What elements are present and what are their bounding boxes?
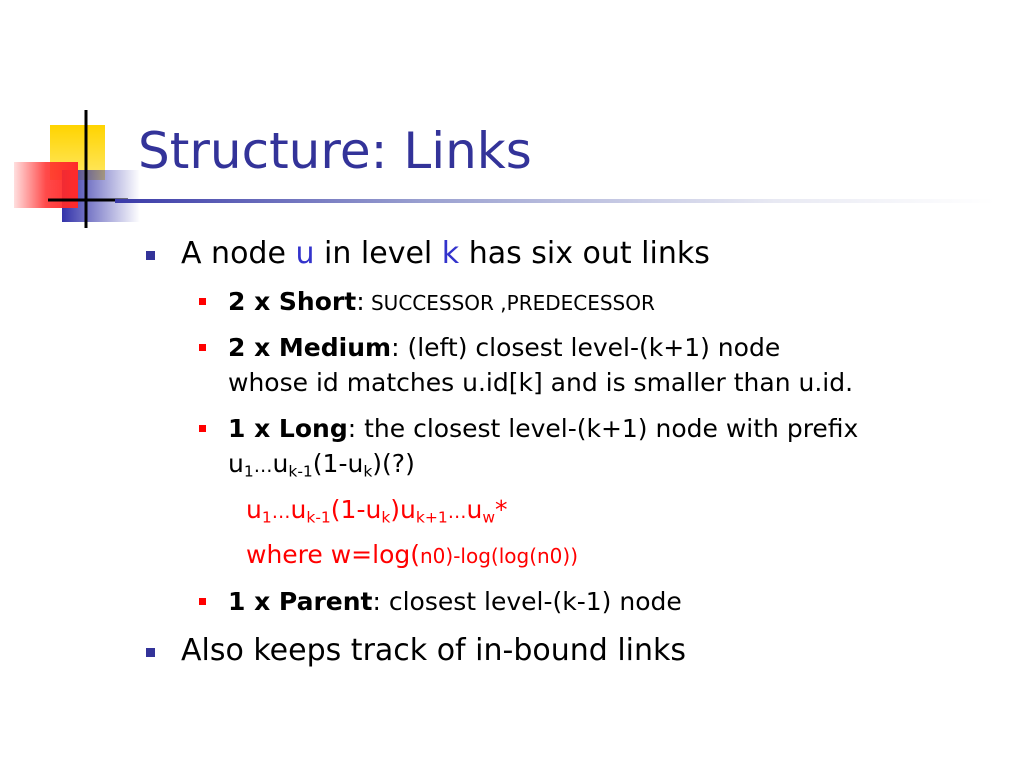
sub-bullet-medium: 2 x Medium: (left) closest level-(k+1) node: [228, 333, 781, 362]
sub-bullet-marker: [199, 344, 206, 351]
bullet-six-links: A node u in level k has six out links: [181, 236, 710, 271]
bullet-marker: [146, 648, 155, 657]
sub-bullet-marker: [199, 425, 206, 432]
slide-title: Structure: Links: [138, 122, 532, 180]
sub-bullet-long: 1 x Long: the closest level-(k+1) node with prefix: [228, 414, 859, 443]
sub-bullet-long-prefix: $u_1\dots u_{k-1}(1-u_k)(?)$: [228, 449, 415, 481]
long-prefix-formula: $u_1\dots u_{k-1}(1-u_k)u_{k+1}\dots u_w*$: [246, 495, 508, 527]
bullet-marker: [146, 251, 155, 260]
sub-bullet-medium-cont: whose id matches u.id[k] and is smaller than u.id.: [228, 368, 854, 397]
sub-bullet-short: 2 x Short: SUCCESSOR ,PREDECESSOR: [228, 287, 655, 316]
sub-bullet-marker: [199, 598, 206, 605]
sub-bullet-parent: 1 x Parent: closest level-(k-1) node: [228, 587, 682, 616]
bullet-inbound-links: Also keeps track of in-bound links: [181, 633, 687, 668]
long-w-definition: where w=log(n0)-log(log(n0)): [246, 540, 579, 569]
sub-bullet-marker: [199, 298, 206, 305]
